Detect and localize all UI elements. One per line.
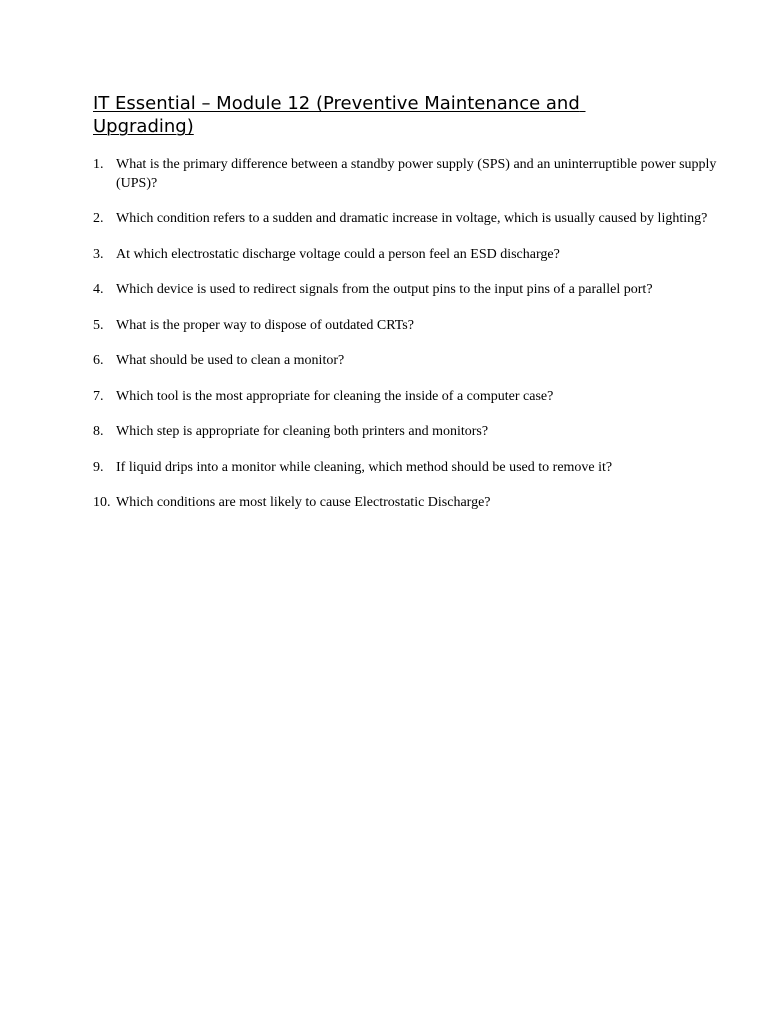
question-item [93,423,723,442]
question-number: 9. [93,459,104,475]
question-text: What is the proper way to dispose of outdated CRTs? [116,317,414,333]
question-item [93,317,723,336]
question-text: What should be used to clean a monitor? [116,353,345,368]
question-number: 2. [93,211,104,226]
question-item [93,156,723,193]
question-item [93,210,723,229]
question-number: 8. [93,424,104,439]
question-item [93,246,723,265]
question-list [93,156,723,530]
question-number: 3. [93,246,104,262]
question-item [93,459,723,478]
question-text: If liquid drips into a monitor while cleaning, which method should be used to remove it? [116,459,613,475]
question-item [93,281,723,300]
page-title: IT Essential – Module 12 (Preventive Maintenance and Upgrading) [93,93,586,137]
question-text: Which device is used to redirect signals from the output pins to the input pins of a parallel port? [116,282,653,297]
question-number: 5. [93,317,104,333]
question-item [93,388,723,407]
question-item [93,494,723,513]
question-text: Which step is appropriate for cleaning both printers and monitors? [116,424,489,439]
question-item [93,352,723,371]
question-text: Which conditions are most likely to cause Electrostatic Discharge? [116,495,491,510]
question-number: 6. [93,353,104,368]
question-number: 4. [93,282,104,297]
question-number: 1. [93,157,104,172]
question-text: What is the primary difference between a standby power supply (SPS) and an uninterruptible power supply (UPS)? [116,157,717,191]
question-number: 7. [93,388,104,404]
question-text: At which electrostatic discharge voltage could a person feel an ESD discharge? [116,246,560,262]
question-number: 10. [93,495,111,510]
question-text: Which condition refers to a sudden and dramatic increase in voltage, which is usually caused by lighting? [116,211,708,226]
question-text: Which tool is the most appropriate for cleaning the inside of a computer case? [116,388,554,404]
